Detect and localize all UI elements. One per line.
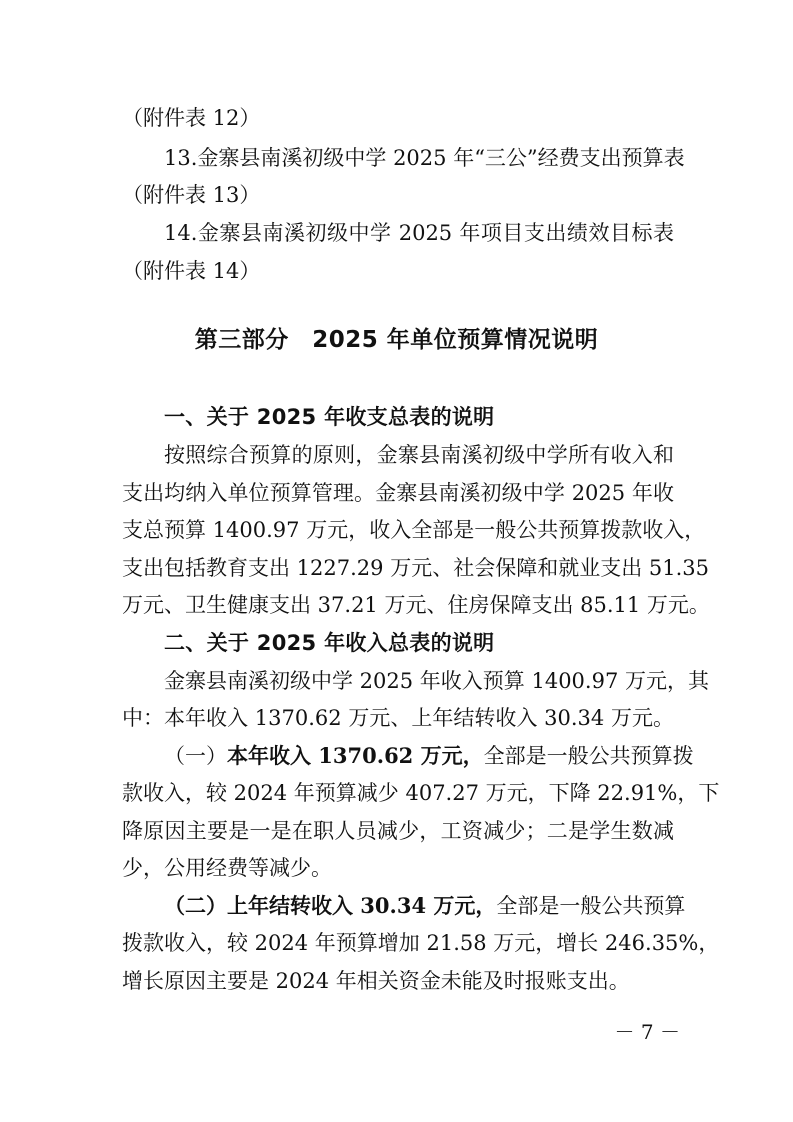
para-1-bold-lead: 本年收入 1370.62 万元， <box>227 743 484 768</box>
section-2-para-2-first-line <box>164 891 686 921</box>
toc-item-12-tail: （附件表 12） <box>122 106 261 130</box>
section-1-line: 支总预算 1400.97 万元，收入全部是一般公共预算拨款收入， <box>122 518 706 542</box>
toc-item-14: 14.金寨县南溪初级中学 2025 年项目支出绩效目标表 <box>164 221 674 245</box>
section-2-para-2-line: 拨款收入，较 2024 年预算增加 21.58 万元，增长 246.35%， <box>122 931 720 955</box>
section-1-heading: 一、关于 2025 年收支总表的说明 <box>164 405 495 429</box>
section-2-para-1-line: 款收入，较 2024 年预算减少 407.27 万元，下降 22.91%，下 <box>122 781 720 805</box>
section-2-para-1-first-line <box>164 741 694 771</box>
section-1-line: 万元、卫生健康支出 37.21 万元、住房保障支出 85.11 万元。 <box>122 593 710 617</box>
part-title: 第三部分 2025 年单位预算情况说明 <box>194 327 599 353</box>
para-1-rest: 全部是一般公共预算拨 <box>483 744 694 768</box>
section-1-line: 支出包括教育支出 1227.29 万元、社会保障和就业支出 51.35 <box>122 556 709 580</box>
section-1-line: 按照综合预算的原则，金寨县南溪初级中学所有收入和 <box>164 443 674 467</box>
para-2-rest: 全部是一般公共预算 <box>496 894 686 918</box>
toc-item-13-tail: （附件表 13） <box>122 183 261 207</box>
section-2-line: 中：本年收入 1370.62 万元、上年结转收入 30.34 万元。 <box>122 706 674 730</box>
toc-item-14-tail: （附件表 14） <box>122 259 261 283</box>
section-1-line: 支出均纳入单位预算管理。金寨县南溪初级中学 2025 年收 <box>122 481 674 505</box>
page-number: － 7 － <box>614 1020 680 1044</box>
toc-item-13: 13.金寨县南溪初级中学 2025 年“三公”经费支出预算表 <box>164 146 685 170</box>
section-2-para-1-line: 降原因主要是一是在职人员减少，工资减少；二是学生数减 <box>122 819 674 843</box>
section-2-para-1-line: 少，公用经费等减少。 <box>122 856 332 880</box>
section-2-line: 金寨县南溪初级中学 2025 年收入预算 1400.97 万元，其 <box>164 669 709 693</box>
para-1-label: （一） <box>164 744 227 768</box>
section-2-para-2-line: 增长原因主要是 2024 年相关资金未能及时报账支出。 <box>122 969 630 993</box>
section-2-heading: 二、关于 2025 年收入总表的说明 <box>164 631 495 655</box>
para-2-bold-lead: （二）上年结转收入 30.34 万元， <box>164 893 497 918</box>
